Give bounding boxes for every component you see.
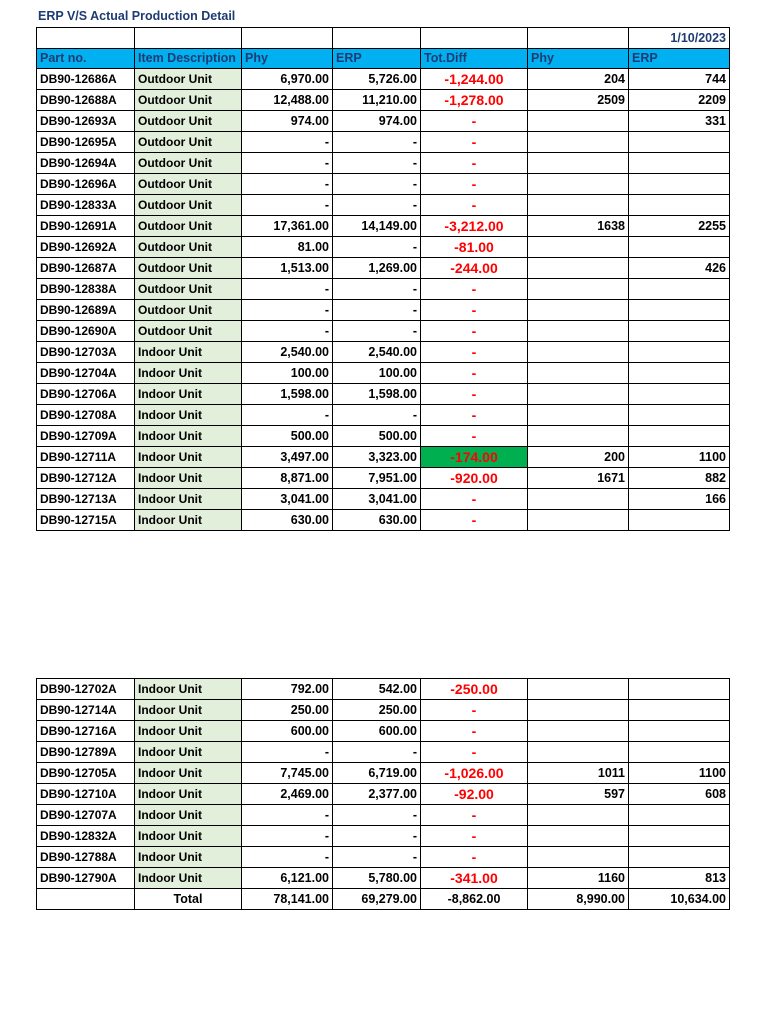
total-erp: 69,279.00 bbox=[333, 889, 421, 910]
erp-date-cell bbox=[629, 847, 730, 868]
phy-cell: 974.00 bbox=[242, 111, 333, 132]
table-row bbox=[37, 721, 730, 742]
table-row bbox=[37, 426, 730, 447]
erp-date-cell bbox=[629, 510, 730, 531]
part-no-cell: DB90-12706A bbox=[37, 384, 135, 405]
total-diff: -8,862.00 bbox=[421, 889, 528, 910]
erp-date-cell bbox=[629, 237, 730, 258]
table-row bbox=[37, 784, 730, 805]
erp-cell: - bbox=[333, 174, 421, 195]
erp-date-cell: 1100 bbox=[629, 447, 730, 468]
phy-date-cell bbox=[528, 279, 629, 300]
tot-diff-cell: - bbox=[421, 279, 528, 300]
part-no-cell: DB90-12715A bbox=[37, 510, 135, 531]
part-no-cell: DB90-12686A bbox=[37, 69, 135, 90]
tot-diff-cell: - bbox=[421, 384, 528, 405]
part-no-cell: DB90-12692A bbox=[37, 237, 135, 258]
table-row bbox=[37, 237, 730, 258]
tot-diff-cell: -174.00 bbox=[421, 447, 528, 468]
part-no-cell: DB90-12689A bbox=[37, 300, 135, 321]
tot-diff-cell: - bbox=[421, 426, 528, 447]
header-row bbox=[37, 49, 730, 69]
tot-diff-cell: - bbox=[421, 742, 528, 763]
erp-date-cell: 744 bbox=[629, 69, 730, 90]
phy-date-cell: 204 bbox=[528, 69, 629, 90]
item-description-cell: Indoor Unit bbox=[135, 510, 242, 531]
tot-diff-cell: - bbox=[421, 195, 528, 216]
table-row bbox=[37, 700, 730, 721]
erp-date-cell bbox=[629, 742, 730, 763]
item-description-cell: Indoor Unit bbox=[135, 868, 242, 889]
phy-date-cell bbox=[528, 174, 629, 195]
phy-cell: 17,361.00 bbox=[242, 216, 333, 237]
phy-cell: 81.00 bbox=[242, 237, 333, 258]
phy-date-cell: 200 bbox=[528, 447, 629, 468]
erp-cell: - bbox=[333, 742, 421, 763]
col-header-part-no: Part no. bbox=[37, 49, 135, 69]
tot-diff-cell: -3,212.00 bbox=[421, 216, 528, 237]
phy-date-cell bbox=[528, 321, 629, 342]
total-label: Total bbox=[135, 889, 242, 910]
phy-date-cell: 2509 bbox=[528, 90, 629, 111]
item-description-cell: Outdoor Unit bbox=[135, 111, 242, 132]
erp-date-cell bbox=[629, 721, 730, 742]
item-description-cell: Outdoor Unit bbox=[135, 132, 242, 153]
table-row bbox=[37, 447, 730, 468]
erp-cell: 5,780.00 bbox=[333, 868, 421, 889]
tot-diff-cell: -244.00 bbox=[421, 258, 528, 279]
phy-cell: 6,970.00 bbox=[242, 69, 333, 90]
phy-cell: - bbox=[242, 300, 333, 321]
item-description-cell: Indoor Unit bbox=[135, 489, 242, 510]
phy-date-cell: 1638 bbox=[528, 216, 629, 237]
erp-cell: - bbox=[333, 300, 421, 321]
erp-date-cell: 426 bbox=[629, 258, 730, 279]
phy-date-cell bbox=[528, 132, 629, 153]
table-row bbox=[37, 405, 730, 426]
part-no-cell: DB90-12789A bbox=[37, 742, 135, 763]
erp-date-cell: 166 bbox=[629, 489, 730, 510]
phy-cell: 500.00 bbox=[242, 426, 333, 447]
col-header-phy-date: Phy bbox=[528, 49, 629, 69]
item-description-cell: Indoor Unit bbox=[135, 826, 242, 847]
tot-diff-cell: - bbox=[421, 342, 528, 363]
item-description-cell: Indoor Unit bbox=[135, 847, 242, 868]
phy-cell: 6,121.00 bbox=[242, 868, 333, 889]
erp-cell: - bbox=[333, 237, 421, 258]
part-no-cell: DB90-12703A bbox=[37, 342, 135, 363]
item-description-cell: Indoor Unit bbox=[135, 426, 242, 447]
erp-cell: - bbox=[333, 132, 421, 153]
part-no-cell: DB90-12694A bbox=[37, 153, 135, 174]
table-row bbox=[37, 132, 730, 153]
erp-cell: - bbox=[333, 805, 421, 826]
total-row bbox=[37, 889, 730, 910]
erp-cell: - bbox=[333, 153, 421, 174]
tot-diff-cell: -1,026.00 bbox=[421, 763, 528, 784]
part-no-cell: DB90-12695A bbox=[37, 132, 135, 153]
report-title: ERP V/S Actual Production Detail bbox=[38, 9, 236, 23]
table-row bbox=[37, 510, 730, 531]
part-no-cell: DB90-12790A bbox=[37, 868, 135, 889]
erp-cell: 100.00 bbox=[333, 363, 421, 384]
phy-cell: 2,540.00 bbox=[242, 342, 333, 363]
table-row bbox=[37, 868, 730, 889]
part-no-cell: DB90-12708A bbox=[37, 405, 135, 426]
erp-cell: 3,323.00 bbox=[333, 447, 421, 468]
col-header-erp: ERP bbox=[333, 49, 421, 69]
tot-diff-cell: - bbox=[421, 132, 528, 153]
phy-date-cell bbox=[528, 700, 629, 721]
part-no-cell: DB90-12707A bbox=[37, 805, 135, 826]
tot-diff-cell: -1,278.00 bbox=[421, 90, 528, 111]
part-no-cell: DB90-12833A bbox=[37, 195, 135, 216]
erp-date-cell bbox=[629, 805, 730, 826]
tot-diff-cell: -341.00 bbox=[421, 868, 528, 889]
item-description-cell: Indoor Unit bbox=[135, 721, 242, 742]
table-row bbox=[37, 384, 730, 405]
tot-diff-cell: -250.00 bbox=[421, 679, 528, 700]
phy-cell: 1,598.00 bbox=[242, 384, 333, 405]
table-row bbox=[37, 258, 730, 279]
tot-diff-cell: -92.00 bbox=[421, 784, 528, 805]
phy-date-cell bbox=[528, 826, 629, 847]
phy-cell: 630.00 bbox=[242, 510, 333, 531]
part-no-cell: DB90-12712A bbox=[37, 468, 135, 489]
item-description-cell: Indoor Unit bbox=[135, 405, 242, 426]
item-description-cell: Indoor Unit bbox=[135, 679, 242, 700]
table-row bbox=[37, 90, 730, 111]
table-row bbox=[37, 742, 730, 763]
date-row bbox=[37, 28, 730, 49]
production-table-continued bbox=[36, 678, 730, 910]
part-no-cell: DB90-12704A bbox=[37, 363, 135, 384]
erp-date-cell bbox=[629, 700, 730, 721]
phy-cell: - bbox=[242, 321, 333, 342]
total-blank-cell bbox=[37, 889, 135, 910]
phy-date-cell: 597 bbox=[528, 784, 629, 805]
phy-cell: 7,745.00 bbox=[242, 763, 333, 784]
erp-date-cell bbox=[629, 195, 730, 216]
part-no-cell: DB90-12838A bbox=[37, 279, 135, 300]
phy-date-cell bbox=[528, 237, 629, 258]
table-row bbox=[37, 826, 730, 847]
tot-diff-cell: - bbox=[421, 847, 528, 868]
table-row bbox=[37, 69, 730, 90]
phy-cell: 792.00 bbox=[242, 679, 333, 700]
phy-cell: 100.00 bbox=[242, 363, 333, 384]
part-no-cell: DB90-12709A bbox=[37, 426, 135, 447]
phy-date-cell bbox=[528, 195, 629, 216]
item-description-cell: Indoor Unit bbox=[135, 763, 242, 784]
item-description-cell: Outdoor Unit bbox=[135, 216, 242, 237]
table-row bbox=[37, 111, 730, 132]
phy-date-cell bbox=[528, 426, 629, 447]
item-description-cell: Indoor Unit bbox=[135, 363, 242, 384]
erp-cell: 7,951.00 bbox=[333, 468, 421, 489]
phy-cell: 1,513.00 bbox=[242, 258, 333, 279]
item-description-cell: Outdoor Unit bbox=[135, 237, 242, 258]
part-no-cell: DB90-12691A bbox=[37, 216, 135, 237]
table-row bbox=[37, 805, 730, 826]
erp-cell: 2,377.00 bbox=[333, 784, 421, 805]
tot-diff-cell: - bbox=[421, 489, 528, 510]
item-description-cell: Outdoor Unit bbox=[135, 195, 242, 216]
phy-cell: - bbox=[242, 847, 333, 868]
phy-date-cell bbox=[528, 742, 629, 763]
tot-diff-cell: - bbox=[421, 153, 528, 174]
item-description-cell: Indoor Unit bbox=[135, 742, 242, 763]
production-table-main bbox=[36, 27, 730, 531]
col-header-phy: Phy bbox=[242, 49, 333, 69]
phy-date-cell bbox=[528, 847, 629, 868]
erp-cell: 500.00 bbox=[333, 426, 421, 447]
part-no-cell: DB90-12690A bbox=[37, 321, 135, 342]
phy-date-cell: 1160 bbox=[528, 868, 629, 889]
phy-date-cell: 1671 bbox=[528, 468, 629, 489]
erp-cell: - bbox=[333, 405, 421, 426]
erp-cell: 974.00 bbox=[333, 111, 421, 132]
tot-diff-cell: -81.00 bbox=[421, 237, 528, 258]
item-description-cell: Indoor Unit bbox=[135, 784, 242, 805]
item-description-cell: Outdoor Unit bbox=[135, 174, 242, 195]
part-no-cell: DB90-12716A bbox=[37, 721, 135, 742]
table-row bbox=[37, 342, 730, 363]
erp-cell: 6,719.00 bbox=[333, 763, 421, 784]
table-row bbox=[37, 763, 730, 784]
col-header-erp-date: ERP bbox=[629, 49, 730, 69]
phy-cell: - bbox=[242, 195, 333, 216]
tot-diff-cell: - bbox=[421, 405, 528, 426]
table-row bbox=[37, 153, 730, 174]
erp-date-cell bbox=[629, 384, 730, 405]
part-no-cell: DB90-12696A bbox=[37, 174, 135, 195]
item-description-cell: Outdoor Unit bbox=[135, 300, 242, 321]
phy-cell: - bbox=[242, 826, 333, 847]
total-phy: 78,141.00 bbox=[242, 889, 333, 910]
table-row bbox=[37, 174, 730, 195]
phy-cell: 3,497.00 bbox=[242, 447, 333, 468]
table-row bbox=[37, 468, 730, 489]
item-description-cell: Indoor Unit bbox=[135, 447, 242, 468]
item-description-cell: Outdoor Unit bbox=[135, 90, 242, 111]
erp-date-cell bbox=[629, 279, 730, 300]
tot-diff-cell: - bbox=[421, 300, 528, 321]
tot-diff-cell: -1,244.00 bbox=[421, 69, 528, 90]
phy-cell: - bbox=[242, 132, 333, 153]
phy-cell: - bbox=[242, 153, 333, 174]
erp-cell: - bbox=[333, 826, 421, 847]
phy-cell: 600.00 bbox=[242, 721, 333, 742]
part-no-cell: DB90-12702A bbox=[37, 679, 135, 700]
erp-cell: - bbox=[333, 195, 421, 216]
table-row bbox=[37, 300, 730, 321]
item-description-cell: Outdoor Unit bbox=[135, 279, 242, 300]
item-description-cell: Indoor Unit bbox=[135, 805, 242, 826]
phy-date-cell bbox=[528, 384, 629, 405]
phy-date-cell bbox=[528, 363, 629, 384]
part-no-cell: DB90-12711A bbox=[37, 447, 135, 468]
item-description-cell: Outdoor Unit bbox=[135, 321, 242, 342]
part-no-cell: DB90-12832A bbox=[37, 826, 135, 847]
erp-cell: 542.00 bbox=[333, 679, 421, 700]
item-description-cell: Indoor Unit bbox=[135, 384, 242, 405]
item-description-cell: Outdoor Unit bbox=[135, 258, 242, 279]
erp-date-cell: 882 bbox=[629, 468, 730, 489]
table-row bbox=[37, 195, 730, 216]
tot-diff-cell: - bbox=[421, 174, 528, 195]
part-no-cell: DB90-12713A bbox=[37, 489, 135, 510]
erp-cell: 11,210.00 bbox=[333, 90, 421, 111]
part-no-cell: DB90-12688A bbox=[37, 90, 135, 111]
erp-cell: 2,540.00 bbox=[333, 342, 421, 363]
phy-date-cell bbox=[528, 300, 629, 321]
item-description-cell: Indoor Unit bbox=[135, 700, 242, 721]
phy-date-cell bbox=[528, 679, 629, 700]
table-row bbox=[37, 321, 730, 342]
phy-date-cell bbox=[528, 489, 629, 510]
phy-cell: - bbox=[242, 742, 333, 763]
erp-date-cell bbox=[629, 300, 730, 321]
erp-date-cell bbox=[629, 405, 730, 426]
part-no-cell: DB90-12687A bbox=[37, 258, 135, 279]
phy-date-cell bbox=[528, 153, 629, 174]
tot-diff-cell: - bbox=[421, 721, 528, 742]
erp-date-cell bbox=[629, 132, 730, 153]
phy-cell: 2,469.00 bbox=[242, 784, 333, 805]
phy-cell: 12,488.00 bbox=[242, 90, 333, 111]
tot-diff-cell: - bbox=[421, 700, 528, 721]
erp-date-cell: 813 bbox=[629, 868, 730, 889]
phy-cell: 3,041.00 bbox=[242, 489, 333, 510]
tot-diff-cell: - bbox=[421, 510, 528, 531]
erp-date-cell: 1100 bbox=[629, 763, 730, 784]
total-phy-date: 8,990.00 bbox=[528, 889, 629, 910]
item-description-cell: Outdoor Unit bbox=[135, 153, 242, 174]
erp-cell: 250.00 bbox=[333, 700, 421, 721]
tot-diff-cell: - bbox=[421, 321, 528, 342]
phy-cell: - bbox=[242, 174, 333, 195]
erp-date-cell bbox=[629, 426, 730, 447]
erp-cell: 5,726.00 bbox=[333, 69, 421, 90]
table-row bbox=[37, 216, 730, 237]
phy-date-cell: 1011 bbox=[528, 763, 629, 784]
part-no-cell: DB90-12705A bbox=[37, 763, 135, 784]
table-row bbox=[37, 847, 730, 868]
erp-date-cell bbox=[629, 342, 730, 363]
phy-date-cell bbox=[528, 111, 629, 132]
tot-diff-cell: -920.00 bbox=[421, 468, 528, 489]
erp-cell: 630.00 bbox=[333, 510, 421, 531]
part-no-cell: DB90-12714A bbox=[37, 700, 135, 721]
erp-cell: 3,041.00 bbox=[333, 489, 421, 510]
phy-date-cell bbox=[528, 510, 629, 531]
col-header-tot-diff: Tot.Diff bbox=[421, 49, 528, 69]
phy-date-cell bbox=[528, 342, 629, 363]
erp-date-cell bbox=[629, 826, 730, 847]
phy-date-cell bbox=[528, 721, 629, 742]
part-no-cell: DB90-12693A bbox=[37, 111, 135, 132]
erp-cell: 14,149.00 bbox=[333, 216, 421, 237]
part-no-cell: DB90-12788A bbox=[37, 847, 135, 868]
phy-cell: - bbox=[242, 279, 333, 300]
item-description-cell: Indoor Unit bbox=[135, 468, 242, 489]
item-description-cell: Outdoor Unit bbox=[135, 69, 242, 90]
part-no-cell: DB90-12710A bbox=[37, 784, 135, 805]
phy-cell: - bbox=[242, 405, 333, 426]
table-row bbox=[37, 279, 730, 300]
erp-date-cell bbox=[629, 679, 730, 700]
erp-cell: 1,269.00 bbox=[333, 258, 421, 279]
erp-date-cell: 2255 bbox=[629, 216, 730, 237]
erp-date-cell bbox=[629, 153, 730, 174]
phy-cell: - bbox=[242, 805, 333, 826]
erp-date-cell bbox=[629, 321, 730, 342]
erp-date-cell: 331 bbox=[629, 111, 730, 132]
erp-date-cell bbox=[629, 174, 730, 195]
erp-cell: - bbox=[333, 321, 421, 342]
table-row bbox=[37, 679, 730, 700]
report-date: 1/10/2023 bbox=[629, 28, 730, 49]
tot-diff-cell: - bbox=[421, 363, 528, 384]
phy-date-cell bbox=[528, 805, 629, 826]
erp-cell: 1,598.00 bbox=[333, 384, 421, 405]
phy-date-cell bbox=[528, 405, 629, 426]
tot-diff-cell: - bbox=[421, 805, 528, 826]
erp-cell: 600.00 bbox=[333, 721, 421, 742]
erp-cell: - bbox=[333, 847, 421, 868]
tot-diff-cell: - bbox=[421, 826, 528, 847]
erp-cell: - bbox=[333, 279, 421, 300]
table-row bbox=[37, 489, 730, 510]
erp-date-cell bbox=[629, 363, 730, 384]
phy-date-cell bbox=[528, 258, 629, 279]
tot-diff-cell: - bbox=[421, 111, 528, 132]
col-header-item-description: Item Description bbox=[135, 49, 242, 69]
total-erp-date: 10,634.00 bbox=[629, 889, 730, 910]
table-row bbox=[37, 363, 730, 384]
item-description-cell: Indoor Unit bbox=[135, 342, 242, 363]
phy-cell: 8,871.00 bbox=[242, 468, 333, 489]
phy-cell: 250.00 bbox=[242, 700, 333, 721]
erp-date-cell: 608 bbox=[629, 784, 730, 805]
erp-date-cell: 2209 bbox=[629, 90, 730, 111]
